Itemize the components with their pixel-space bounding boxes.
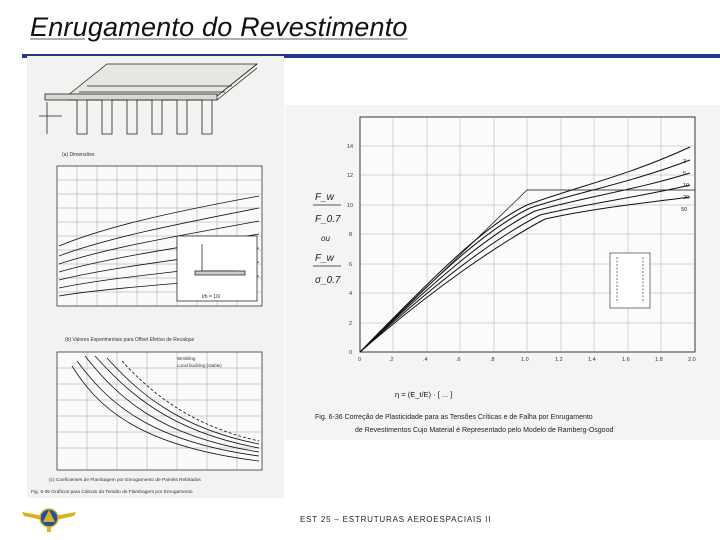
curve-label: 3 <box>683 159 687 165</box>
curve-label: 5 <box>683 171 687 177</box>
ylabel-bot-den: σ_0.7 <box>315 275 341 286</box>
chart-b-inset <box>177 236 257 301</box>
figure-right <box>285 105 720 440</box>
x-tick-labels <box>358 357 696 363</box>
legend-wrinkling: Wrinkling <box>177 356 196 361</box>
curve-label: 20 <box>683 195 690 201</box>
caption-right-1: Fig. 6-36 Correção de Plasticidade para as Tensões Críticas e de Falha por Enrugamento <box>315 414 593 421</box>
chart-inset <box>610 253 650 308</box>
x-tick: .2 <box>389 357 394 363</box>
y-tick: 8 <box>349 232 353 238</box>
y-tick: 0 <box>349 350 353 356</box>
y-tick: 4 <box>349 291 353 297</box>
ylabel-top-den: F_0.7 <box>315 214 341 225</box>
figure-left <box>27 56 284 498</box>
ylabel-bot-num: F_w <box>315 253 334 264</box>
label-c: (c) Coeficientes de Flambagem por Enrugamento de Painéis Rebitados <box>49 478 201 483</box>
y-tick: 12 <box>347 173 354 179</box>
x-tick: 1.8 <box>655 357 663 363</box>
x-tick: 1.4 <box>588 357 596 363</box>
x-tick: .6 <box>456 357 461 363</box>
x-tick: 1.2 <box>555 357 563 363</box>
y-tick: 10 <box>347 203 354 209</box>
y-tick-labels <box>347 144 353 356</box>
curve-label: 10 <box>683 183 690 189</box>
figure-left-drawing <box>27 56 284 498</box>
y-tick: 2 <box>349 321 353 327</box>
equation-1: η = (E_t/E) · [ ... ] <box>395 390 453 399</box>
x-tick: 1.0 <box>521 357 529 363</box>
figure-right-drawing <box>285 105 720 440</box>
label-b: (b) Valores Experimentais para Offset Efetivo de Recalque <box>65 337 195 343</box>
slide-title: Enrugamento do Revestimento <box>30 12 408 42</box>
ylabel-top-num: F_w <box>315 192 334 203</box>
ratio-note: t/b = 10/ <box>202 294 221 300</box>
caption-left: Fig. 6-35 Gráficos para Cálculo da Tensão de Flambagem por Enrugamento <box>31 490 193 495</box>
curve-label: 50 <box>681 207 688 213</box>
ita-wings-logo-icon <box>20 498 78 534</box>
x-tick: 2.0 <box>688 357 696 363</box>
x-tick: .8 <box>490 357 495 363</box>
label-a: (a) Dimensões <box>62 152 95 158</box>
y-tick: 6 <box>349 262 353 268</box>
legend-local: Local buckling (stable) <box>177 363 222 368</box>
chart-grid <box>360 117 695 352</box>
footer-course: EST 25 – ESTRUTURAS AEROESPACIAIS II <box>300 515 492 524</box>
caption-right-2: de Revestimentos Cujo Material é Representado pelo Modelo de Ramberg-Osgood <box>355 427 614 434</box>
x-tick: 0 <box>358 357 362 363</box>
ylabel-or: ou <box>321 234 330 243</box>
x-tick: 1.6 <box>622 357 630 363</box>
chart-c <box>57 352 262 470</box>
x-tick: .4 <box>423 357 428 363</box>
y-tick: 14 <box>347 144 354 150</box>
panel-sketch <box>39 64 257 134</box>
